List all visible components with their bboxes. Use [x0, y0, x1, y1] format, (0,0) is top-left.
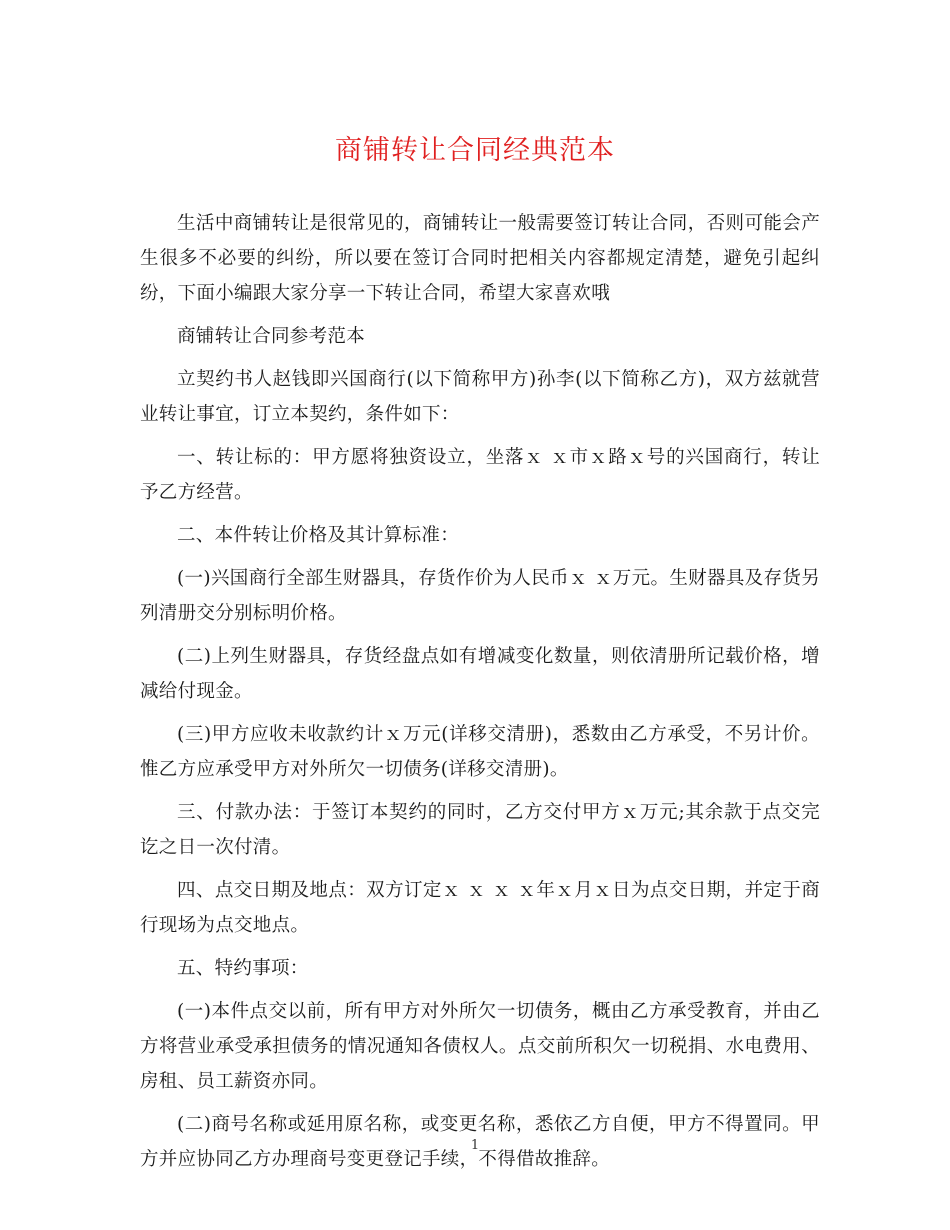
- paragraph-clause-2-2: (二)上列生财器具，存货经盘点如有增减变化数量，则依清册所记载价格，增减给付现金。: [140, 646, 820, 702]
- paragraph-clause-5-1: (一)本件点交以前，所有甲方对外所欠一切债务，概由乙方承受教育，并由乙方将营业承受承担债务的情况通知各债权人。点交前所积欠一切税捐、水电费用、房租、员工薪资亦同。: [140, 1001, 820, 1092]
- page-number: 1: [470, 1138, 480, 1153]
- paragraph-clause-2-3: (三)甲方应收未收款约计ｘ万元(详移交清册)，悉数由乙方承受，不另计价。惟乙方应承受甲方对外所欠一切债务(详移交清册)。: [140, 724, 820, 780]
- document-body: [140, 206, 820, 1185]
- paragraph-clause-3: 三、付款办法：于签订本契约的同时，乙方交付甲方ｘ万元;其余款于点交完讫之日一次付清。: [140, 802, 820, 858]
- paragraph-clause-5-2: (二)商号名称或延用原名称，或变更名称，悉依乙方自便，甲方不得置同。甲方并应协同乙方办理商号变更登记手续，不得借故推辞。: [140, 1114, 820, 1170]
- paragraph-parties: 立契约书人赵钱即兴国商行(以下简称甲方)孙李(以下简称乙方)，双方兹就营业转让事宜，订立本契约，条件如下：: [140, 369, 820, 425]
- paragraph-intro: 生活中商铺转让是很常见的，商铺转让一般需要签订转让合同，否则可能会产生很多不必要的纠纷，所以要在签订合同时把相关内容都规定清楚，避免引起纠纷，下面小编跟大家分享一下转让合同，希望大家喜欢哦: [140, 213, 820, 304]
- paragraph-clause-4: 四、点交日期及地点：双方订定ｘ ｘ ｘ ｘ年ｘ月ｘ日为点交日期，并定于商行现场为点交地点。: [140, 880, 820, 936]
- paragraph-clause-2: 二、本件转让价格及其计算标准：: [177, 525, 460, 546]
- paragraph-clause-1: 一、转让标的：甲方愿将独资设立，坐落ｘ ｘ市ｘ路ｘ号的兴国商行，转让予乙方经营。: [140, 447, 820, 503]
- paragraph-reference-heading: 商铺转让合同参考范本: [177, 326, 366, 347]
- paragraph-clause-2-1: (一)兴国商行全部生财器具，存货作价为人民币ｘ ｘ万元。生财器具及存货另列清册交分别标明价格。: [140, 568, 820, 624]
- document-title: 商铺转让合同经典范本: [335, 135, 615, 166]
- paragraph-clause-5: 五、特约事项：: [177, 958, 309, 979]
